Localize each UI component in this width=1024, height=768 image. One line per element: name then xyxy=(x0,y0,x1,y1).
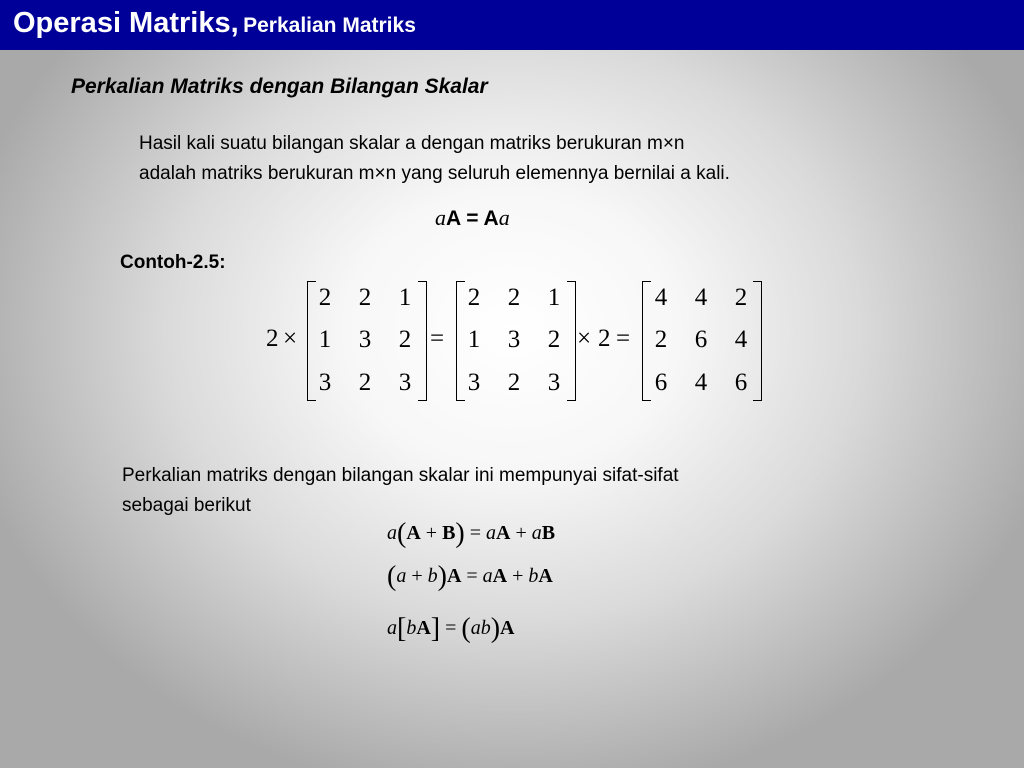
property-distributive-matrix: a(A + B) = aA + aB xyxy=(387,518,556,549)
scalar-commutative-formula xyxy=(435,205,510,231)
example-label: Contoh-2.5: xyxy=(120,252,226,273)
matrix-b-cell: 1 xyxy=(467,326,481,353)
formula-matrix-right: A xyxy=(483,207,499,230)
matrix-result-cell: 6 xyxy=(654,369,668,396)
property-distributive-scalar: (a + b)A = aA + bA xyxy=(387,561,553,592)
matrix-a-cell: 2 xyxy=(358,284,372,311)
matrix-result-cell: 4 xyxy=(694,284,708,311)
matrix-result-cell: 4 xyxy=(694,369,708,396)
slide-title: Operasi Matriks, xyxy=(13,7,239,39)
matrix-a-cell: 3 xyxy=(398,369,412,396)
properties-intro-line-2: sebagai berikut xyxy=(122,495,251,516)
definition-line-1: Hasil kali suatu bilangan skalar a dengan matriks berukuran m×n xyxy=(139,133,685,154)
formula-scalar-left: a xyxy=(435,205,446,230)
section-heading: Perkalian Matriks dengan Bilangan Skalar xyxy=(71,75,488,98)
properties-intro xyxy=(122,461,679,521)
properties-intro-line-1: Perkalian matriks dengan bilangan skalar ini mempunyai sifat-sifat xyxy=(122,465,679,486)
matrix-result-cell: 6 xyxy=(694,326,708,353)
matrix-a-cell: 1 xyxy=(398,284,412,311)
matrix-b-cell: 2 xyxy=(547,326,561,353)
matrix-result-cell: 2 xyxy=(654,326,668,353)
matrix-b-cell: 2 xyxy=(507,369,521,396)
matrix-result-cell: 2 xyxy=(734,284,748,311)
example-equals-1: = xyxy=(430,325,445,352)
matrix-a-cell: 2 xyxy=(398,326,412,353)
definition-line-2: adalah matriks berukuran m×n yang seluruh elemennya bernilai a kali. xyxy=(139,163,730,184)
matrix-a-cell: 2 xyxy=(358,369,372,396)
matrix-b-cell: 3 xyxy=(547,369,561,396)
example-scalar-left: 2 xyxy=(266,325,279,352)
matrix-b-cell: 1 xyxy=(547,284,561,311)
matrix-result-cell: 6 xyxy=(734,369,748,396)
formula-equals: = xyxy=(460,207,484,230)
matrix-b-cell: 2 xyxy=(507,284,521,311)
matrix-a-cell: 2 xyxy=(318,284,332,311)
matrix-result-cell: 4 xyxy=(734,326,748,353)
example-times-left: × xyxy=(283,325,298,352)
matrix-a-right-bracket xyxy=(418,281,427,401)
matrix-a-cell: 3 xyxy=(318,369,332,396)
example-times-right: × xyxy=(577,325,592,352)
example-scalar-right: 2 xyxy=(598,325,611,352)
example-equals-2: = xyxy=(616,325,631,352)
matrix-b-cell: 3 xyxy=(467,369,481,396)
formula-scalar-right: a xyxy=(498,205,510,230)
definition-text xyxy=(139,129,730,189)
matrix-a-cell: 3 xyxy=(358,326,372,353)
matrix-b-cell: 2 xyxy=(467,284,481,311)
matrix-result-cell: 4 xyxy=(654,284,668,311)
matrix-b-right-bracket xyxy=(567,281,576,401)
slide-subtitle-topic: Perkalian Matriks xyxy=(243,14,416,37)
matrix-b-cell: 3 xyxy=(507,326,521,353)
matrix-a-cell: 1 xyxy=(318,326,332,353)
property-associative: a[bA] = (ab)A xyxy=(387,613,515,644)
formula-matrix-left: A xyxy=(446,207,461,230)
slide-title-bar xyxy=(0,0,1024,50)
